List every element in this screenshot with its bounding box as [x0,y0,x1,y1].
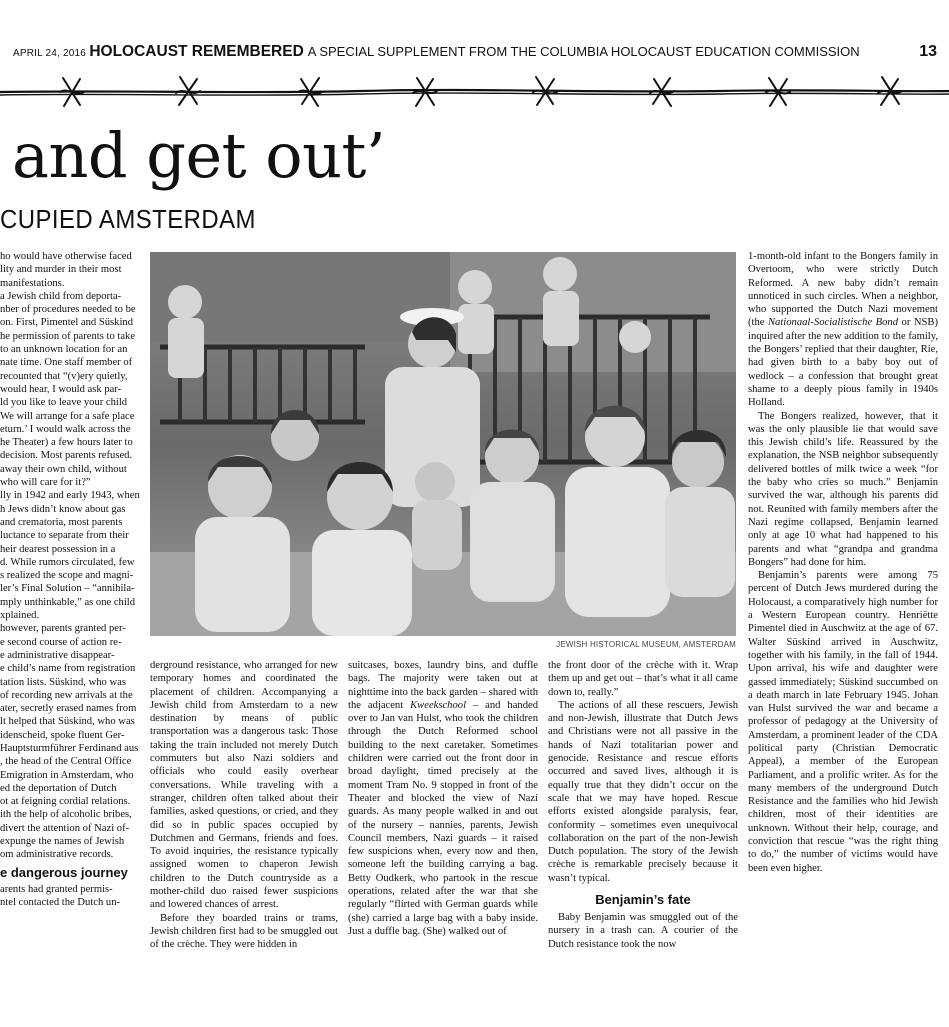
supplement-title [0,43,949,61]
paragraph-text: – and handed over to Jan van Hulst, who took the children through the Dutch Reformed school building to the next caretaker. Sometimes children were carried out the front door in broad daylight, timed precisely at the moment Tram No. 9 stopped in front of the Theater and blocked the view of Nazi guards. As many people walked in and out of the nursery – nannies, parents, Jewish Council members, Nazi guards – it raised few suspicions when, every now and then, someone left the building carrying a bag. Betty Oudkerk, who partook in the rescue operations, related after the war that she regularly “flirted with German guards while (she) carried a large bag with a baby inside. Just a duffle bag. (She) walked out of [348,699,538,937]
column-1-line: e administrative disappear- [0,649,115,661]
paragraph: Benjamin’s parents were among 75 percent of Dutch Jews murdered during the Holocaust, a comparatively high number for a Western European country. Henriëtte Pimentel died in Auschwitz at the age of 67. Walter Süskind arrived in Auschwitz, together with his family, in the fall of 1944. Upon arrival, his wife and daughter were gassed immediately; Süskind succumbed on a death march in late February 1945. Johan van Hulst survived the war and became a professor of pedagogy at the University of Amsterdam, a prominent leader of the CDA political party (Christian Democratic Appeal), a member of the European Parliament, and a prolific writer. As for the many members of the underground Dutch Resistance and the families who hid Jewish children, most of their identities are unknown. Without their help, courage, and conviction that rescue “was the right thing to do,” the number of victims would have been even higher. [748,570,938,874]
column-1-line: away their own child, without [0,463,127,475]
column-1-line: of recording new arrivals at the [0,689,133,701]
article-column-1 [0,250,140,1010]
subhead: CUPIED AMSTERDAM [0,204,256,234]
paragraph-text: suitcases, boxes, laundry bins, and duffle bags. The majority were taken out at nighttime into the back garden – shared with the adjacent [348,660,538,711]
paragraph-text: 1-month-old infant to the Bongers family in Overtoom, who were strictly Dutch Reformed. A new baby didn’t remain unnoticed in such circles. When a neighbor, who supported the Dutch Nazi movement (the [748,251,938,329]
column-1-line: manifestations. [0,277,65,289]
column-1-line: on. First, Pimentel and Süskind [0,317,134,329]
paragraph [348,659,538,938]
column-1-line: ith the help of alcoholic bribes, [0,809,132,821]
article-column-4 [548,659,738,1014]
paragraph: derground resistance, who arranged for new temporary homes and coordinated the placement of children. Accompanying a Jewish child from Amsterdam to a new destination by means of public transportation was a dangerous task: Those taking the train included not merely Dutch commuters but also Nazi soldiers and officials who could easily overhear conversations. While traveling with a stranger, children often talked about their families, asked questions, or cried, and they did so in public spaces occupied by Dutchmen and Germans, friends and foes. To avoid inquiries, the resistance typically assigned women to chaperon Jewish children to the Dutch countryside as a mother-child duo raised fewer suspicions and lowered chances of arrest. [150,660,338,911]
page-header [0,40,949,64]
paragraph-text: or NSB) inquired after the new addition to the family, the Bongers’ replied that their daughter, Rie, had given birth to a baby boy out of wedlock – a confession that brought great shame to a deeply pious family in 1940s Holland. [748,317,938,409]
column-1-line: e second course of action re- [0,636,122,648]
nursery-photo [150,252,736,636]
page-number: 13 [919,43,937,60]
column-1-line: tation lists. Süskind, who was [0,676,126,688]
paragraph: The actions of all these rescuers, Jewish and non-Jewish, illustrate that Dutch Jews and Christians were not all passive in the hands of Nazi totalitarian power and genocide. Resistance and rescue efforts occurred and saved lives, although it is equally true that they didn’t occur on the scale that we may have hoped. Rescue efforts existed alongside paralysis, fear, conformity – sometimes even unequivocal collaboration on the part of the non-Jewish Dutch population. The story of the Jewish crèche is remarkable precisely because it wasn’t typical. [548,699,738,884]
column-1-line: lity and murder in their most [0,264,122,276]
column-1-line: divert the attention of Nazi of- [0,822,130,834]
supplement-title-rest: A SPECIAL SUPPLEMENT FROM THE COLUMBIA HOLOCAUST EDUCATION COMMISSION [307,44,860,59]
column-1-line: ler’s Final Solution – “annihila- [0,583,135,595]
column-1-line: would hear, I would ask par- [0,383,122,395]
column-1-line: he Theater) a few hours later to [0,437,133,449]
column-1-line: luctance to separate from their [0,530,129,542]
column-1-line: d. While rumors circulated, few [0,556,135,568]
column-1-line: nate time. One staff member of [0,357,133,369]
column-1-line: lly in 1942 and early 1943, when [0,490,140,502]
column-1-line: to an unknown location for an [0,344,128,356]
column-1-line: however, parents granted per- [0,623,126,635]
section-heading: e dangerous journey [0,864,128,880]
article-column-2 [150,659,338,1014]
paragraph: the front door of the crèche with it. Wrap them up and get out – that’s what it all came down to, really.” [548,660,738,698]
paragraph: Baby Benjamin was smuggled out of the nursery in a trash can. A courier of the Dutch resistance took the now [548,912,738,950]
column-1-line: a Jewish child from deporta- [0,290,122,302]
photo-credit: JEWISH HISTORICAL MUSEUM, AMSTERDAM [556,640,736,649]
supplement-title-bold: HOLOCAUST REMEMBERED [89,43,304,60]
column-1-line: heir dearest possession in a [0,543,116,555]
party-name-italic: Nationaal-Socialistische Bond [767,317,899,329]
section-heading: Benjamin’s fate [595,892,691,908]
column-1-line: lt helped that Süskind, who was [0,716,135,728]
column-1-line: ld you like to leave your child [0,397,128,409]
article-column-3 [348,659,538,1014]
column-1-line: he permission of parents to take [0,330,136,342]
column-1-line: eturn.’ I would walk across the [0,423,131,435]
column-1-line: Emigration in Amsterdam, who [0,769,134,781]
article-column-5 [748,250,938,1014]
column-1-line: ed the deportation of Dutch [0,782,117,794]
issue-date: APRIL 24, 2016 [13,48,87,59]
column-1-line: We will arrange for a safe place [0,410,135,422]
column-1-line: s realized the scope and magni- [0,570,134,582]
column-1-line: mply unthinkable,” as one child [0,596,136,608]
column-1-line: Hauptsturmführer Ferdinand aus [0,742,139,754]
column-1-line: ho would have otherwise faced [0,251,132,262]
headline: and get out’ [12,119,386,192]
column-1-line: , the head of the Central Office [0,756,132,768]
column-1-line: idenscheid, spoke fluent Ger- [0,729,125,741]
column-1-line: who will care for it?” [0,477,91,489]
paragraph: Before they boarded trains or trams, Jewish children first had to be smuggled out of the crèche. They were hidden in [150,912,338,951]
column-1-line: arents had granted permis- [0,883,113,895]
paragraph: The Bongers realized, however, that it was the only plausible lie that would save this Jewish child’s life. Reassured by the explanation, the NSB neighbor subsequently delivered bottles of milk twice a week “for the baby who cries so much.” Benjamin survived the war, although his parents did not. Reunited with family members after the Nazi regime collapsed, Benjamin learned only at age 10 what had happened to his parents and what “grandpa and grandma Bongers” had done for him. [748,410,938,568]
children-in-nursery-photo-icon [150,252,736,636]
column-1-line: recounted that “(v)ery quietly, [0,370,128,382]
column-1-line: ot at feigning cordial relations. [0,796,131,808]
column-1-line: nber of procedures needed to be [0,304,136,316]
column-1-line: ater, secretly erased names from [0,703,137,715]
barbed-wire-icon [0,64,949,116]
column-1-line: e child’s name from registration [0,663,136,675]
column-1-line: ntel contacted the Dutch un- [0,896,121,908]
paragraph [748,250,938,410]
column-1-line: xplained. [0,610,40,622]
column-1-line: h Jews didn’t know about gas [0,503,126,515]
column-1-line: om administrative records. [0,849,114,861]
column-1-line: decision. Most parents refused. [0,450,133,462]
school-name-italic: Kweekschool [410,699,467,711]
column-1-line: and crematoria, most parents [0,516,123,528]
column-1-line: expunge the names of Jewish [0,836,125,848]
